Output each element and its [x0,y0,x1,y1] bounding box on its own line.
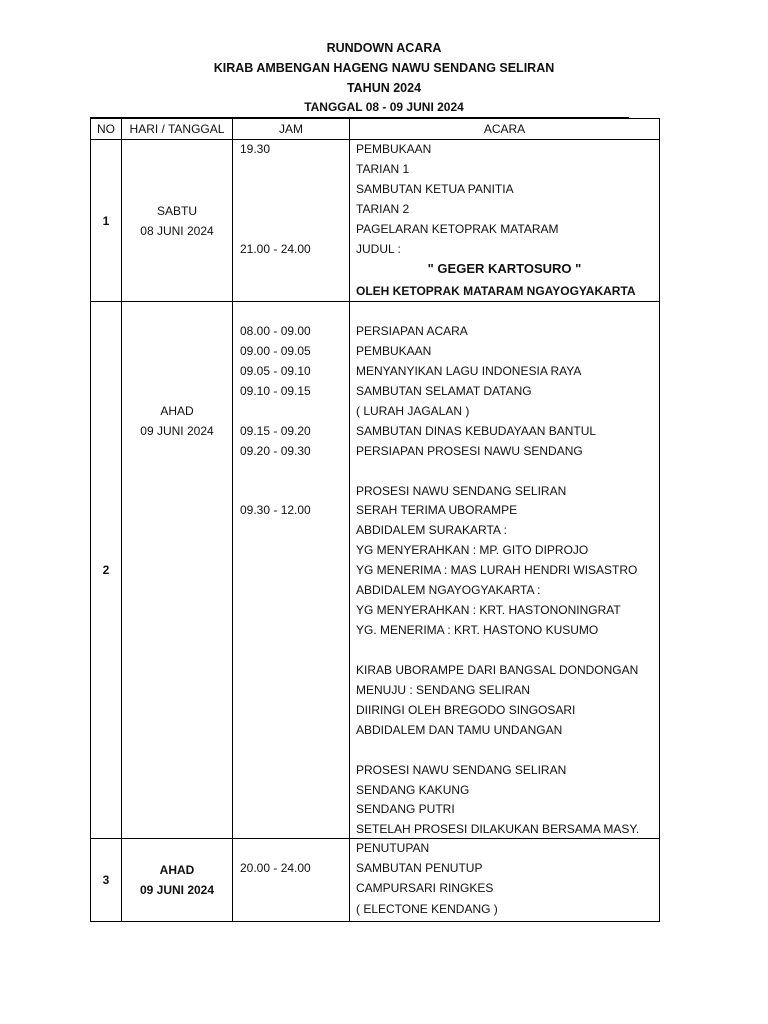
activity-line: YG MENYERAHKAN : MP. GITO DIPROJO [356,543,589,557]
column-header-jam: JAM [233,119,350,140]
event-year: TAHUN 2024 [346,81,422,95]
row-activity-cell [350,140,660,302]
time-entry: 09.30 - 12.00 [240,503,311,517]
row-date: 08 JUNI 2024 [140,223,214,238]
activity-line: SAMBUTAN DINAS KEBUDAYAAN BANTUL [356,424,597,438]
rundown-table [90,118,660,922]
performance-title: " GEGER KARTOSURO " [427,261,582,276]
table-row [91,839,660,922]
row-day: SABTU [156,203,197,218]
activity-line: PERSIAPAN PROSESI NAWU SENDANG [356,444,583,458]
table-row [91,302,660,839]
time-entry: 09.05 - 09.10 [240,364,311,378]
time-entry: 09.15 - 09.20 [240,424,311,438]
event-dates: TANGGAL 08 - 09 JUNI 2024 [304,100,464,114]
activity-line: DIIRINGI OLEH BREGODO SINGOSARI [356,703,576,717]
row-day: AHAD [159,863,195,877]
activity-line: SENDANG PUTRI [356,802,455,816]
time-entry: 08.00 - 09.00 [240,324,311,338]
document-title: RUNDOWN ACARA [326,41,442,55]
row-number: 2 [91,302,122,839]
event-name: KIRAB AMBENGAN HAGENG NAWU SENDANG SELIRAN [213,61,555,75]
table-header-row [91,119,660,140]
activity-line: PEMBUKAAN [356,344,432,358]
activity-line: CAMPURSARI RINGKES [356,881,494,895]
time-entry: 19.30 [240,142,271,156]
activity-line: YG. MENERIMA : KRT. HASTONO KUSUMO [356,623,599,637]
time-entry: 20.00 - 24.00 [240,861,311,875]
row-time-cell [233,302,350,839]
time-entry: 21.00 - 24.00 [240,242,311,256]
activity-line: SETELAH PROSESI DILAKUKAN BERSAMA MASY. [356,822,640,836]
activity-line: TARIAN 1 [356,162,410,176]
activity-line: PROSESI NAWU SENDANG SELIRAN [356,763,567,777]
row-number: 1 [91,140,122,302]
column-header-hari-tanggal: HARI / TANGGAL [122,119,233,140]
activity-line: TARIAN 2 [356,202,410,216]
activity-line: PAGELARAN KETOPRAK MATARAM [356,222,559,236]
row-day-date [122,140,233,302]
activity-line: MENUJU : SENDANG SELIRAN [356,683,531,697]
activity-line: ABDIDALEM SURAKARTA : [356,523,507,537]
table-row [91,140,660,302]
activity-line: OLEH KETOPRAK MATARAM NGAYOGYAKARTA [356,284,636,298]
activity-line: SAMBUTAN KETUA PANITIA [356,182,514,196]
activity-line: YG MENYERAHKAN : KRT. HASTONONINGRAT [356,603,621,617]
activity-line: ABDIDALEM DAN TAMU UNDANGAN [356,723,563,737]
activity-line: KIRAB UBORAMPE DARI BANGSAL DONDONGAN [356,663,639,677]
activity-line: YG MENERIMA : MAS LURAH HENDRI WISASTRO [356,563,638,577]
activity-line: ( ELECTONE KENDANG ) [356,902,498,916]
row-activity-cell [350,302,660,839]
row-day-date [122,302,233,839]
activity-line: ABDIDALEM NGAYOGYAKARTA : [356,583,541,597]
time-entry: 09.20 - 09.30 [240,444,311,458]
row-date: 09 JUNI 2024 [140,424,214,438]
row-time-cell [233,839,350,922]
column-header-acara: ACARA [350,119,660,140]
row-day: AHAD [160,404,194,418]
activity-line: PROSESI NAWU SENDANG SELIRAN [356,484,567,498]
activity-line: PERSIAPAN ACARA [356,324,468,338]
activity-line: PENUTUPAN [356,841,430,855]
time-entry: 09.00 - 09.05 [240,344,311,358]
activity-line: SAMBUTAN PENUTUP [356,861,483,875]
row-time-cell [233,140,350,302]
activity-line: ( LURAH JAGALAN ) [356,404,470,418]
time-entry: 09.10 - 09.15 [240,384,311,398]
row-activity-cell [350,839,660,922]
row-date: 09 JUNI 2024 [139,883,215,897]
column-header-no: NO [91,119,122,140]
activity-line: PEMBUKAAN [356,142,432,156]
activity-line: JUDUL : [356,242,401,256]
activity-line: SENDANG KAKUNG [356,783,470,797]
activity-line: SAMBUTAN SELAMAT DATANG [356,384,532,398]
activity-line: MENYANYIKAN LAGU INDONESIA RAYA [356,364,582,378]
row-day-date [122,839,233,922]
row-number: 3 [91,839,122,922]
activity-line: SERAH TERIMA UBORAMPE [356,503,518,517]
